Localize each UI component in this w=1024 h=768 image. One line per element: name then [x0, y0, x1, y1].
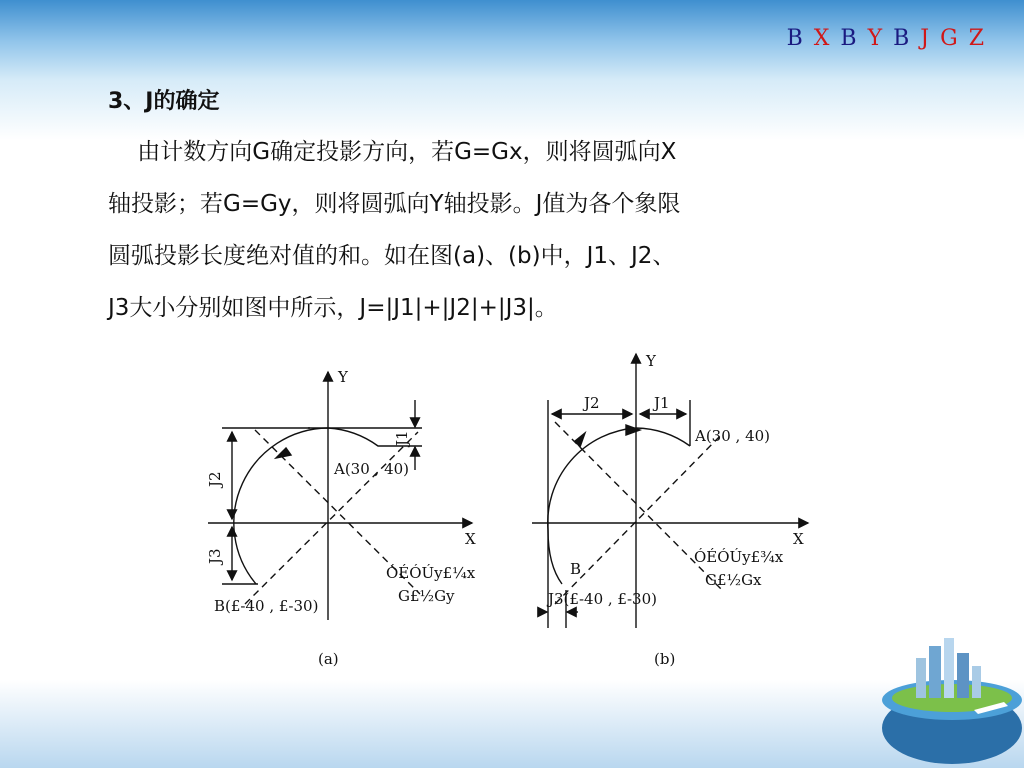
point-a-label: A(30 , 40): [695, 427, 771, 445]
globe-city-decoration: [874, 618, 1024, 768]
j2-label: J2: [206, 471, 224, 487]
point-b-label: B: [570, 560, 582, 578]
g-value-label: G£½Gy: [398, 587, 455, 605]
arc-direction-arrow: [575, 433, 585, 447]
j1-label: J1: [393, 430, 411, 446]
figure-b-caption: (b): [654, 650, 676, 668]
brand-letter: J: [920, 26, 932, 51]
figure-b: [532, 354, 808, 628]
paragraph-line: 圆弧投影长度绝对值的和。如在图(a)、(b)中，J1、J2、: [108, 243, 676, 269]
g-value-label: G£½Gx: [705, 571, 762, 589]
paragraph-line: 由计数方向G确定投影方向，若G=Gx，则将圆弧向X: [108, 139, 677, 165]
direction-label: ÓÉÓÚy£¾x: [694, 548, 784, 566]
point-b-label: B(£-40 , £-30): [214, 597, 319, 615]
brand-letter: B: [893, 26, 912, 51]
direction-label: ÓÉÓÚy£¼x: [386, 564, 476, 582]
x-axis-label: X: [793, 530, 804, 548]
x-axis-label: X: [465, 530, 476, 548]
brand-letter: B: [840, 26, 859, 51]
j1-label: J1: [654, 394, 670, 412]
j3-label: J3: [206, 548, 224, 564]
arc-direction-arrow: [276, 448, 291, 458]
figure-a: [208, 372, 472, 620]
section-heading: 3、J的确定: [108, 89, 220, 114]
brand-letter: Z: [968, 26, 986, 51]
brand-letter: X: [813, 26, 832, 51]
figure-a-caption: (a): [318, 650, 339, 668]
arc-direction-arrow: [626, 425, 640, 435]
point-a-label: A(30 , 40): [334, 460, 410, 478]
brand-letter: B: [786, 26, 805, 51]
j3-label: J3(£-40 , £-30): [548, 590, 657, 608]
y-axis-label: Y: [646, 352, 656, 370]
j2-label: J2: [584, 394, 600, 412]
arc-curve: [234, 428, 388, 584]
paragraph-line: 轴投影；若G=Gy，则将圆弧向Y轴投影。J值为各个象限: [108, 191, 681, 217]
diagonal-guide: [555, 434, 722, 604]
y-axis-label: Y: [338, 368, 348, 386]
brand-letter: Y: [867, 26, 885, 51]
paragraph-line: J3大小分别如图中所示，J=|J1|+|J2|+|J3|。: [108, 295, 558, 321]
brand-letter: G: [940, 26, 960, 51]
